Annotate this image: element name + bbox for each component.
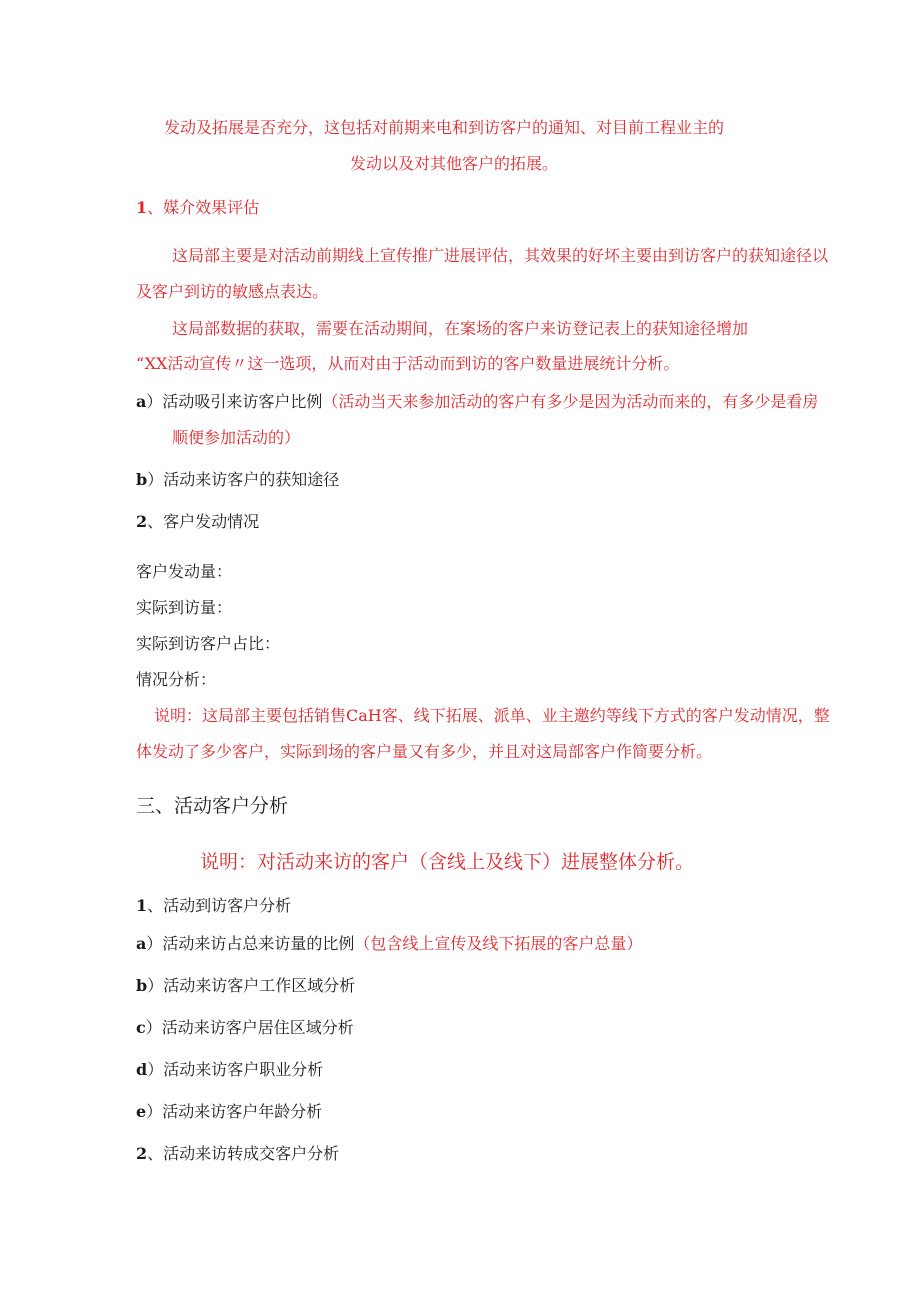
field-situation-analysis-label: 情况分析：: [136, 670, 217, 689]
section-1-title: 、媒介效果评估: [147, 198, 260, 217]
section-2-note-line-1-text: 说明：这局部主要包括销售CaH客、线下拓展、派单、业主邀约等线下方式的客户发动情况，整: [154, 706, 830, 725]
part-3-item-a-letter: a: [136, 934, 147, 953]
part-3-item-b: [136, 976, 355, 996]
section-2-note-line-1: [154, 706, 830, 726]
part-3-item-d-text: ）活动来访客户职业分析: [147, 1060, 324, 1079]
part-3-item-a: [136, 934, 642, 954]
part-3-note: [200, 850, 694, 874]
section-1-item-b: [136, 470, 339, 490]
intro-line-1-text: 发动及拓展是否充分，这包括对前期来电和到访客户的通知、对目前工程业主的: [164, 118, 725, 137]
part-3-heading: [136, 794, 288, 818]
section-1-heading: [136, 198, 259, 218]
part-3-item-b-text: ）活动来访客户工作区域分析: [147, 976, 356, 995]
section-2-note-line-2: [136, 742, 712, 762]
section-1-item-a: [136, 392, 818, 412]
item-a-text: ）活动吸引来访客户比例: [146, 392, 323, 411]
section-1-para-1-line-1: [172, 246, 828, 266]
part-3-item-e: [136, 1102, 322, 1122]
section-1-para-2-line-1-text: 这局部数据的获取，需要在活动期间，在案场的客户来访登记表上的获知途径增加: [172, 319, 749, 338]
field-visit-ratio: [136, 634, 280, 654]
section-2-heading: [136, 512, 259, 532]
section-2-number: 2: [136, 512, 148, 531]
item-b-text: ）活动来访客户的获知途径: [147, 470, 340, 489]
part-3-item-a-note: （包含线上宣传及线下拓展的客户总量）: [354, 934, 643, 953]
field-actual-visits-label: 实际到访量：: [136, 598, 233, 617]
part-3-item-e-text: ）活动来访客户年龄分析: [146, 1102, 323, 1121]
intro-line-1: [164, 118, 724, 138]
section-1-para-2-line-2-text: “XX活动宣传〃这一选项，从而对由于活动而到访的客户数量进展统计分析。: [136, 354, 680, 373]
part-3-sub-1-number: 1: [136, 896, 148, 915]
field-situation-analysis: [136, 670, 216, 690]
part-3-item-c-letter: c: [136, 1018, 146, 1037]
part-3-sub-2-title: 、活动来访转成交客户分析: [147, 1144, 340, 1163]
part-3-item-a-text: ）活动来访占总来访量的比例: [146, 934, 355, 953]
field-actual-visits: [136, 598, 232, 618]
section-1-para-1-line-2-text: 及客户到访的敏感点表达。: [136, 282, 329, 301]
section-1-item-a-note-line-2: [172, 428, 300, 448]
part-3-sub-1-title: 、活动到访客户分析: [147, 896, 292, 915]
part-3-item-d-letter: d: [136, 1060, 148, 1079]
part-3-heading-text: 三、活动客户分析: [136, 795, 289, 817]
section-1-para-2-line-1: [172, 319, 748, 339]
section-1-para-1-line-1-text: 这局部主要是对活动前期线上宣传推广进展评估，其效果的好坏主要由到访客户的获知途径以: [172, 246, 829, 265]
section-2-note-line-2-text: 体发动了多少客户，实际到场的客户量又有多少，并且对这局部客户作简要分析。: [136, 742, 713, 761]
part-3-item-c-text: ）活动来访客户居住区域分析: [145, 1018, 354, 1037]
item-a-note-line-2: 顺便参加活动的）: [172, 428, 301, 447]
field-visit-ratio-label: 实际到访客户占比：: [136, 634, 281, 653]
intro-line-2-text: 发动以及对其他客户的拓展。: [350, 154, 559, 173]
item-a-letter: a: [136, 392, 147, 411]
part-3-item-d: [136, 1060, 323, 1080]
field-customer-mobilized-label: 客户发动量：: [136, 562, 233, 581]
section-1-para-1-line-2: [136, 282, 328, 302]
field-customer-mobilized: [136, 562, 232, 582]
intro-line-2: [350, 154, 558, 174]
section-2-title: 、客户发动情况: [147, 512, 260, 531]
section-1-number: 1: [136, 198, 148, 217]
item-b-letter: b: [136, 470, 148, 489]
section-1-para-2-line-2: [136, 354, 679, 374]
part-3-item-b-letter: b: [136, 976, 148, 995]
part-3-note-text: 说明：对活动来访的客户（含线上及线下）进展整体分析。: [200, 851, 695, 873]
part-3-item-e-letter: e: [136, 1102, 147, 1121]
part-3-sub-1-heading: [136, 896, 291, 916]
part-3-sub-2-number: 2: [136, 1144, 148, 1163]
part-3-item-c: [136, 1018, 354, 1038]
part-3-sub-2-heading: [136, 1144, 339, 1164]
item-a-note-line-1: （活动当天来参加活动的客户有多少是因为活动而来的，有多少是看房: [322, 392, 819, 411]
